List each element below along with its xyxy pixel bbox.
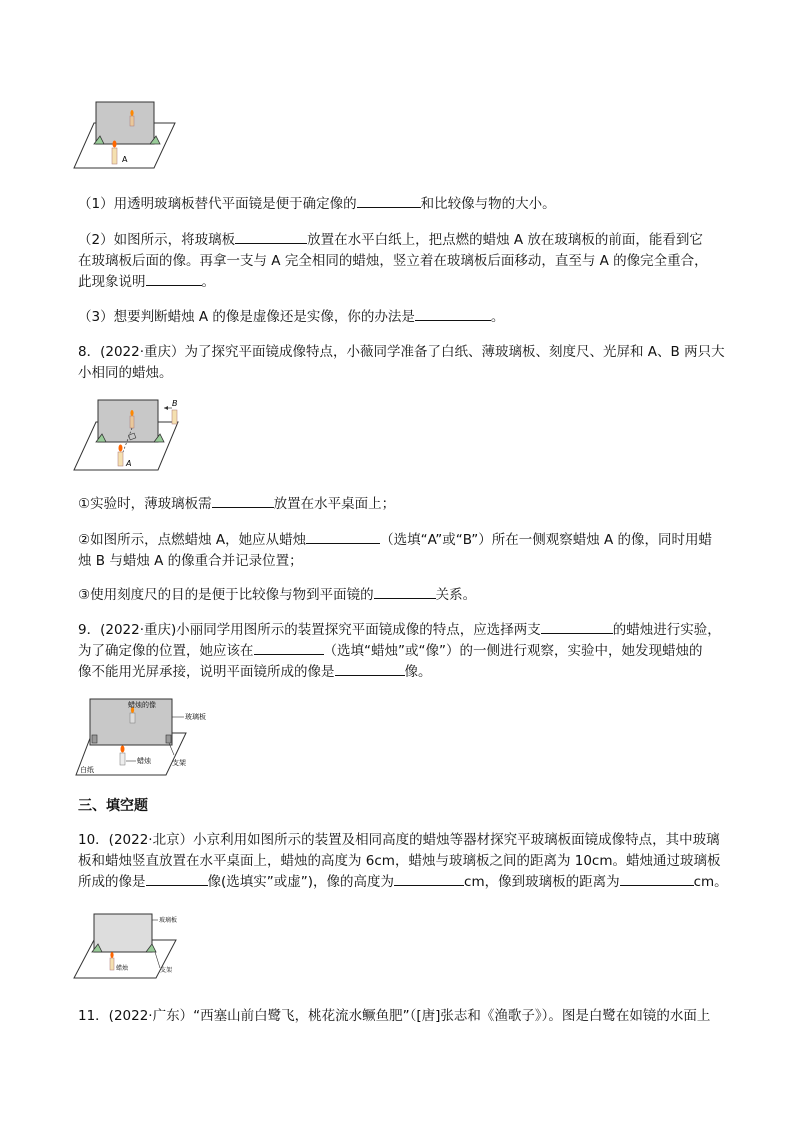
figure-label-stand: 支架 xyxy=(172,759,186,767)
q8-step2-line2: 烛 B 与蜡烛 A 的像重合并记录位置； xyxy=(78,553,303,569)
figure-label-a: A xyxy=(122,155,128,164)
answer-blank[interactable] xyxy=(415,306,491,321)
answer-blank[interactable] xyxy=(235,229,307,244)
q8-step1: ①实验时，薄玻璃板需 放置在水平桌面上； xyxy=(78,493,728,515)
q8-step3: ③使用刻度尺的目的是便于比较像与物到平面镜的 关系。 xyxy=(78,584,728,606)
q7-part2-line1: （2）如图所示，将玻璃板 放置在水平白纸上，把点燃的蜡烛 A 放在玻璃板的前面，能看到它 xyxy=(78,229,728,251)
q7-part2-line3: 此现象说明 。 xyxy=(78,271,728,293)
section-title: 三、填空题 xyxy=(78,798,148,814)
q9-line1: 9．(2022·重庆)小丽同学用图所示的装置探究平面镜成像的特点，应选择两支 的蜡烛进行实验， xyxy=(78,619,728,641)
q10-line2: 板和蜡烛竖直放置在水平桌面上，蜡烛的高度为 6cm，蜡烛与玻璃板之间的距离为 10cm。蜡烛通过玻璃板 xyxy=(78,853,721,869)
q7-part1: （1）用透明玻璃板替代平面镜是便于确定像的 和比较像与物的大小。 xyxy=(78,193,728,215)
figure-label-stand: 支架 xyxy=(160,967,173,974)
answer-blank[interactable] xyxy=(357,193,421,208)
answer-blank[interactable] xyxy=(146,271,202,286)
answer-blank[interactable] xyxy=(335,661,405,676)
figure-label-candle: 蜡烛 xyxy=(137,757,151,765)
answer-blank[interactable] xyxy=(394,871,464,886)
figure-label-b: B xyxy=(172,399,178,408)
figure-candle-setup-1 xyxy=(70,98,180,170)
figure-label-glass: 玻璃板 xyxy=(159,917,178,924)
figure-label-a: A xyxy=(126,459,132,468)
answer-blank[interactable] xyxy=(306,529,380,544)
q9-line3: 像不能用光屏承接，说明平面镜所成的像是 像。 xyxy=(78,661,728,683)
figure-candle-setup-3 xyxy=(74,693,224,777)
figure-label-candle: 蜡烛 xyxy=(116,965,129,972)
q10-line3: 所成的像是 像(选填实”或虚”)，像的高度为 cm，像到玻璃板的距离为 cm。 xyxy=(78,871,728,893)
answer-blank[interactable] xyxy=(541,619,613,634)
figure-label-paper: 白纸 xyxy=(80,766,94,774)
q7-part2-line2: 在玻璃板后面的像。再拿一支与 A 完全相同的蜡烛，竖立着在玻璃板后面移动，直至与 A 的像完全重合， xyxy=(78,253,708,269)
figure-label-image: 蜡烛的像 xyxy=(128,701,156,709)
figure-label-glass: 玻璃板 xyxy=(185,713,206,721)
q8-stem-line1: 8．(2022·重庆）为了探究平面镜成像特点，小薇同学准备了白纸、薄玻璃板、刻度尺、光屏和 A、B 两只大 xyxy=(78,344,725,360)
q11-line1: 11．(2022·广东）“西塞山前白鹭飞，桃花流水鳜鱼肥”（[唐]张志和《渔歌子》）。图是白鹭在如镜的水面上 xyxy=(78,1008,711,1024)
q7-part3: （3）想要判断蜡烛 A 的像是虚像还是实像，你的办法是 。 xyxy=(78,306,728,328)
answer-blank[interactable] xyxy=(620,871,694,886)
answer-blank[interactable] xyxy=(254,640,324,655)
q8-step2-line1: ②如图所示，点燃蜡烛 A，她应从蜡烛 （选填“A”或“B”）所在一侧观察蜡烛 A 的像，同时用蜡 xyxy=(78,529,728,551)
answer-blank[interactable] xyxy=(374,584,436,599)
q9-line2: 为了确定像的位置，她应该在 （选填“蜡烛”或“像”）的一侧进行观察，实验中，她发现蜡烛的 xyxy=(78,640,728,662)
q8-stem-line2: 小相同的蜡烛。 xyxy=(78,365,173,381)
answer-blank[interactable] xyxy=(212,493,274,508)
q10-line1: 10．(2022·北京）小京利用如图所示的装置及相同高度的蜡烛等器材探究平玻璃板面镜成像特点，其中玻璃 xyxy=(78,832,720,848)
figure-candle-setup-2 xyxy=(70,394,190,474)
figure-candle-setup-4 xyxy=(70,910,200,982)
answer-blank[interactable] xyxy=(146,871,208,886)
